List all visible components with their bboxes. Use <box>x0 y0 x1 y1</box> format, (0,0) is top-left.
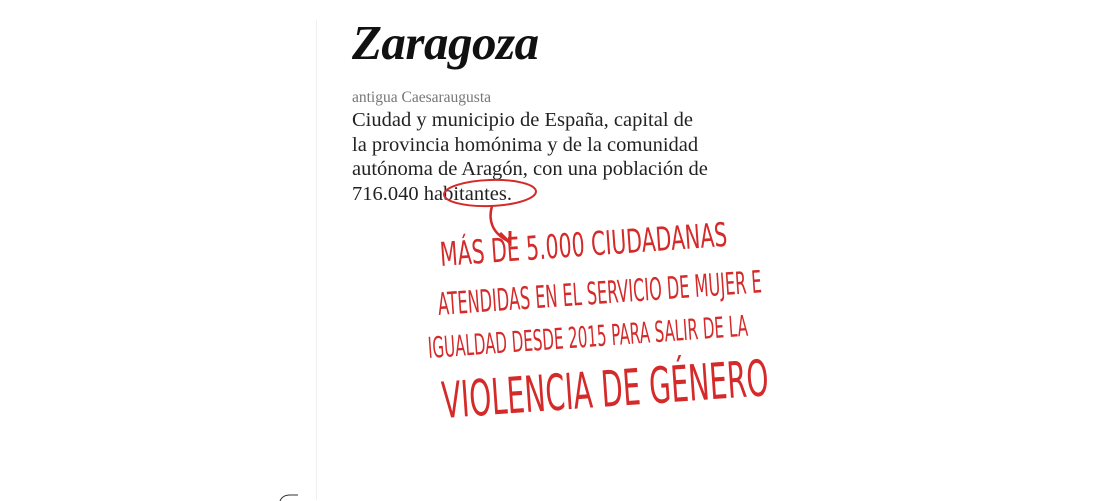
handwritten-line-3: IGUALDAD DESDE 2015 PARA SALIR DE LA <box>426 308 749 365</box>
handwritten-line-4: VIOLENCIA DE GÉNERO <box>439 349 771 430</box>
handwritten-line-1: MÁS DE 5.000 CIUDADANAS <box>438 214 729 274</box>
page-margin-line <box>316 20 317 500</box>
entry-subtitle: antigua Caesaraugusta <box>352 89 492 106</box>
entry-title: Zaragoza <box>352 15 539 70</box>
handwritten-line-2: ATENDIDAS EN EL SERVICIO DE MUJER E <box>436 264 763 323</box>
entry-definition: Ciudad y municipio de España, capital de la provincia homónima y de la comunidad autónoma de Aragón, con una población de 716.040 habitantes. <box>352 109 708 205</box>
